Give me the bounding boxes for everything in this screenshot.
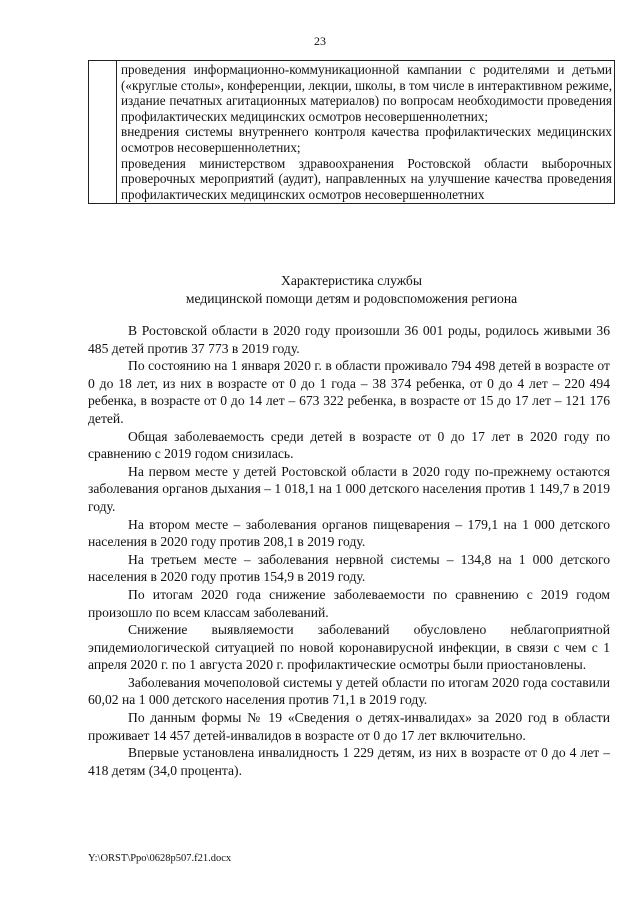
paragraph-digestive: На втором месте – заболевания органов пищеварения – 179,1 на 1 000 детского населения в 2020 году против 208,1 в 2019 году. [88, 516, 610, 550]
measures-table [88, 60, 615, 204]
paragraph-covid: Снижение выявляемости заболеваний обусловлено неблагоприятной эпидемиологической ситуацией по новой коронавирусной инфекции, в связи с чем с 1 апреля 2020 г. по 1 августа 2020 г. профилактические осмотры были приостановлены. [88, 622, 610, 673]
table-cell-paragraph: внедрения системы внутреннего контроля качества профилактических медицинских осмотров несовершеннолетних; [121, 124, 612, 155]
table-row [89, 61, 615, 204]
page-number: 23 [314, 34, 326, 48]
footer-file-path: Y:\ORST\Ppo\0628p507.f21.docx [88, 853, 232, 864]
paragraph-genitourinary: Заболевания мочеполовой системы у детей области по итогам 2020 года составили 60,02 на 1 000 детского населения против 71,1 в 2019 году. [88, 674, 610, 708]
section-heading-line-2: медицинской помощи детям и родовспоможения региона [185, 291, 518, 306]
section-heading-line-1: Характеристика службы [281, 273, 422, 288]
paragraph-disabled-children: По данным формы № 19 «Сведения о детях-инвалидах» за 2020 год в области проживает 14 457 детей-инвалидов в возрасте от 0 до 17 лет включительно. [88, 710, 610, 743]
paragraph-births: В Ростовской области в 2020 году произошли 36 001 роды, родилось живыми 36 485 детей против 37 773 в 2019 году. [88, 323, 610, 356]
paragraph-new-disability: Впервые установлена инвалидность 1 229 детям, из них в возрасте от 0 до 4 лет – 418 детям (34,0 процента). [88, 745, 610, 778]
body-text [88, 322, 610, 779]
paragraph-child-population: По состоянию на 1 января 2020 г. в области проживало 794 498 детей в возрасте от 0 до 18 лет, из них в возрасте от 0 до 1 года – 38 374 ребенка, от 0 до 4 лет – 220 494 ребенка, в возрасте от 0 до 14 лет – 673 322 ребенка, в возрасте от 15 до 17 лет – 121 176 детей. [88, 358, 610, 426]
paragraph-decrease: По итогам 2020 года снижение заболеваемости по сравнению с 2019 годом произошло по всем классам заболеваний. [88, 586, 610, 620]
table-text-cell [117, 61, 615, 204]
table-cell-paragraph: проведения министерством здравоохранения Ростовской области выборочных проверочных мероприятий (аудит), направленных на улучшение качества проведения профилактических медицинских осмотров несовершеннолетних [121, 155, 612, 202]
section-heading [88, 272, 615, 308]
table-cell-paragraph: проведения информационно-коммуникационной кампании с родителями и детьми («круглые столы», конференции, лекции, школы, в том числе в интерактивном режиме, издание печатных агитационных материалов) по вопросам необходимости проведения профилактических медицинских осмотров несовершеннолетних; [121, 62, 612, 124]
paragraph-general-morbidity: Общая заболеваемость среди детей в возрасте от 0 до 17 лет в 2020 году по сравнению с 2019 годом снизилась. [88, 428, 610, 462]
table-number-cell [89, 61, 117, 204]
paragraph-respiratory: На первом месте у детей Ростовской области в 2020 году по-прежнему остаются заболевания органов дыхания – 1 018,1 на 1 000 детского населения против 1 149,7 в 2019 году. [88, 463, 610, 514]
paragraph-nervous: На третьем месте – заболевания нервной системы – 134,8 на 1 000 детского населения в 2020 году против 154,9 в 2019 году. [88, 551, 610, 585]
